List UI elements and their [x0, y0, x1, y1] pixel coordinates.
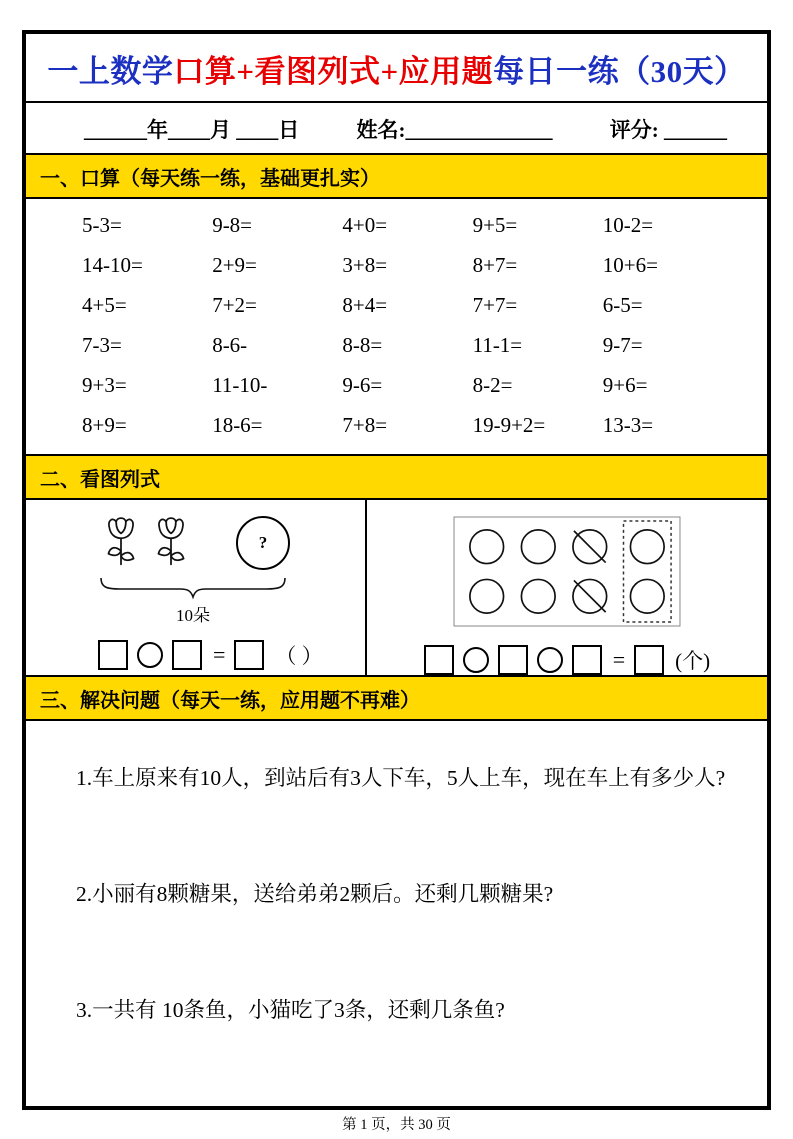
- math-problem: 10-2=: [602, 213, 654, 237]
- question-circle: ?: [236, 516, 290, 570]
- math-problem: 13-3=: [602, 413, 654, 437]
- date-blanks: ______年____月 ____日: [84, 118, 300, 142]
- answer-box: [234, 640, 264, 670]
- math-problem: 7-3=: [82, 333, 122, 357]
- math-problem: 19-9+2=: [472, 413, 546, 437]
- name-blank: 姓名:______________: [356, 118, 553, 142]
- math-problem: 5-3=: [82, 213, 122, 237]
- math-problem: 6-5=: [602, 293, 643, 317]
- math-problem: 8+9=: [82, 413, 127, 437]
- equals-sign: =: [213, 642, 226, 667]
- word-problem-list: [26, 721, 767, 1113]
- math-problem: 8+7=: [472, 253, 518, 277]
- section-header-picture: 二、看图列式: [26, 454, 767, 500]
- flowers-row: [98, 514, 365, 576]
- circles-figure: [453, 516, 681, 627]
- paren-label: （ ）: [275, 644, 323, 668]
- page-footer: 第 1 页，共 30 页: [342, 1116, 451, 1133]
- word-problem: 3.一共有 10条鱼，小猫吃了3条，还剩几条鱼?: [76, 997, 505, 1022]
- math-problem: 11-1=: [472, 333, 523, 357]
- math-problem: 7+2=: [212, 293, 257, 317]
- unit-label: (个): [675, 649, 711, 673]
- answer-box: [172, 640, 202, 670]
- math-problem: 8+4=: [342, 293, 388, 317]
- math-problem: 9-6=: [342, 373, 383, 397]
- answer-box: [634, 645, 664, 675]
- cross-out-line: [574, 580, 606, 612]
- title-segment-blue-2: 每日一练（30天）: [493, 54, 746, 89]
- answer-box: [498, 645, 528, 675]
- math-problem: 9-8=: [212, 213, 253, 237]
- brace-label: 10朵: [176, 606, 210, 625]
- answer-box: [424, 645, 454, 675]
- tulip-flower-icon: [148, 514, 194, 576]
- math-problem: 3+8=: [342, 253, 388, 277]
- math-problem: 11-10-: [212, 373, 268, 397]
- math-problem: 9+3=: [82, 373, 127, 397]
- word-problem: 1.车上原来有10人，到站后有3人下车，5人上车，现在车上有多少人?: [76, 766, 726, 790]
- operator-circle: [537, 647, 563, 673]
- math-problem: 9+5=: [472, 213, 518, 237]
- answer-box: [572, 645, 602, 675]
- math-problem: 4+5=: [82, 293, 127, 317]
- score-blank: 评分: ______: [609, 118, 727, 142]
- picture-area: [26, 500, 767, 675]
- cross-out-line: [574, 531, 606, 563]
- page-title: [26, 34, 767, 103]
- page-frame: [22, 30, 771, 1133]
- math-problem: 14-10=: [82, 253, 143, 277]
- math-problem: 18-6=: [212, 413, 263, 437]
- picture-problem-flowers: [26, 500, 367, 675]
- section-header-oral: 一、口算（每天练一练，基础更扎实）: [26, 155, 767, 199]
- dotted-group-box: [623, 521, 671, 622]
- math-problem: 8-8=: [342, 333, 383, 357]
- picture-problem-circles: [367, 500, 767, 675]
- operator-circle: [137, 642, 163, 668]
- math-problem: 2+9=: [212, 253, 257, 277]
- math-problem: 7+7=: [472, 293, 518, 317]
- equals-sign: =: [612, 647, 626, 672]
- title-segment-red: 口算+看图列式+应用题: [173, 54, 494, 89]
- math-problem: 8-2=: [472, 373, 513, 397]
- math-problem: 9-7=: [602, 333, 643, 357]
- math-problem: 10+6=: [602, 253, 658, 277]
- operator-circle: [463, 647, 489, 673]
- underbrace-icon: [98, 576, 288, 600]
- math-problem: 7+8=: [342, 413, 388, 437]
- math-problem: 4+0=: [342, 213, 388, 237]
- math-problem: 9+6=: [602, 373, 648, 397]
- oral-grid: [26, 199, 767, 454]
- section-header-word: 三、解决问题（每天一练，应用题不再难）: [26, 675, 767, 721]
- right-equation: [424, 645, 710, 675]
- answer-box: [98, 640, 128, 670]
- math-problem: 8-6-: [212, 333, 248, 357]
- word-problem: 2.小丽有8颗糖果，送给弟弟2颗后。还剩几颗糖果?: [76, 881, 554, 906]
- info-row: [26, 103, 767, 155]
- left-equation: [98, 640, 365, 670]
- title-segment-blue-1: 一上数学: [47, 54, 174, 89]
- tulip-flower-icon: [98, 514, 144, 576]
